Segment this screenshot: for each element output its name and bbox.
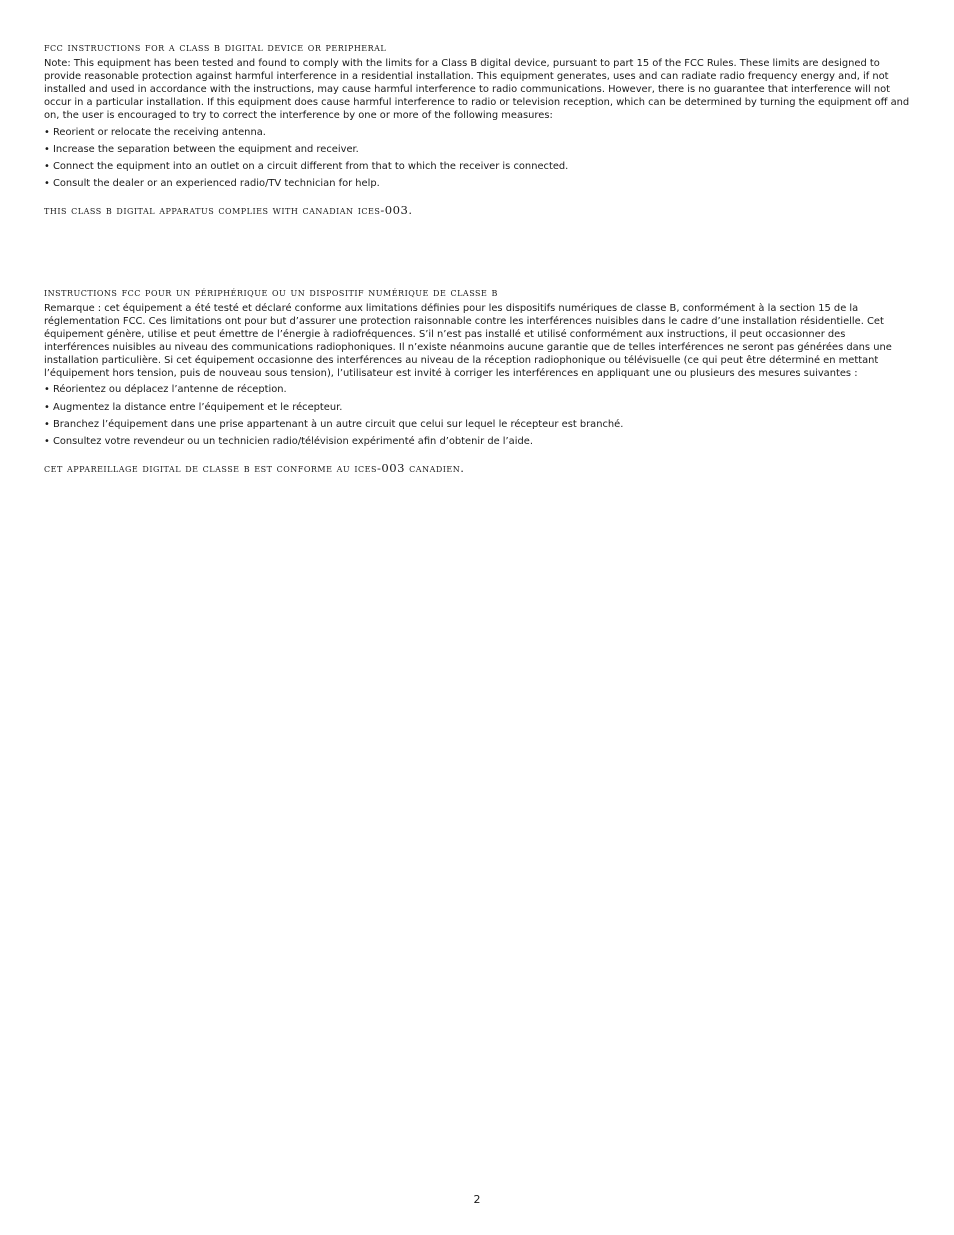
page-number: 2	[473, 1193, 481, 1206]
fcc-note-fr: Remarque : cet équipement a été testé et déclaré conforme aux limitations définies pour les dispositifs numériques de classe B, conformément à la section 15 de la réglementation FCC. Ces limitations ont pour but d’assurer une protection raisonnable contre les interférences nuisibles dans le cadre d’une installation résidentielle. Cet équipement génère, utilise et peut émettre de l’énergie à radiofréquences. S’il n’est pas installé et utilisé conformément aux instructions, il peut occasionner des interférences nuisibles au niveau des communications radiophoniques. Il n’existe néanmoins aucune garantie que de telles interférences ne seront pas générées dans une installation particulière. Si cet équipement occasionne des interférences au niveau de la réception radiophonique ou télévisuelle (ce qui peut être déterminé en mettant l’équipement hors tension, puis de nouveau sous tension), l’utilisateur est invité à corriger les interférences en appliquant une ou plusieurs des mesures suivantes :	[44, 303, 892, 379]
list-item: • Augmentez la distance entre l’équipement et le récepteur.	[44, 402, 912, 415]
section-english	[44, 40, 912, 217]
list-item: • Réorientez ou déplacez l’antenne de réception.	[44, 384, 912, 397]
ices-compliance-en: this class b digital apparatus complies with canadian ices-003.	[44, 202, 413, 217]
fcc-heading-fr: instructions fcc pour un périphérique ou un dispositif numérique de classe b	[44, 285, 498, 299]
measures-list-en	[44, 127, 912, 191]
list-item: • Connect the equipment into an outlet on a circuit different from that to which the receiver is connected.	[44, 161, 912, 174]
list-item: • Reorient or relocate the receiving antenna.	[44, 127, 912, 140]
section-french	[44, 285, 912, 475]
measures-list-fr	[44, 384, 912, 448]
fcc-heading-en: fcc instructions for a class b digital device or peripheral	[44, 40, 387, 54]
list-item: • Branchez l’équipement dans une prise appartenant à un autre circuit que celui sur lequel le récepteur est branché.	[44, 419, 912, 432]
list-item: • Consultez votre revendeur ou un technicien radio/télévision expérimenté afin d’obtenir de l’aide.	[44, 436, 912, 449]
list-item: • Increase the separation between the equipment and receiver.	[44, 144, 912, 157]
list-item: • Consult the dealer or an experienced radio/TV technician for help.	[44, 178, 912, 191]
ices-compliance-fr: cet appareillage digital de classe b est conforme au ices-003 canadien.	[44, 460, 465, 475]
fcc-note-en: Note: This equipment has been tested and found to comply with the limits for a Class B digital device, pursuant to part 15 of the FCC Rules. These limits are designed to provide reasonable protection against harmful interference in a residential installation. This equipment generates, uses and can radiate radio frequency energy and, if not installed and used in accordance with the instructions, may cause harmful interference to radio communications. However, there is no guarantee that interference will not occur in a particular installation. If this equipment does cause harmful interference to radio or television reception, which can be determined by turning the equipment off and on, the user is encouraged to try to correct the interference by one or more of the following measures:	[44, 58, 910, 121]
